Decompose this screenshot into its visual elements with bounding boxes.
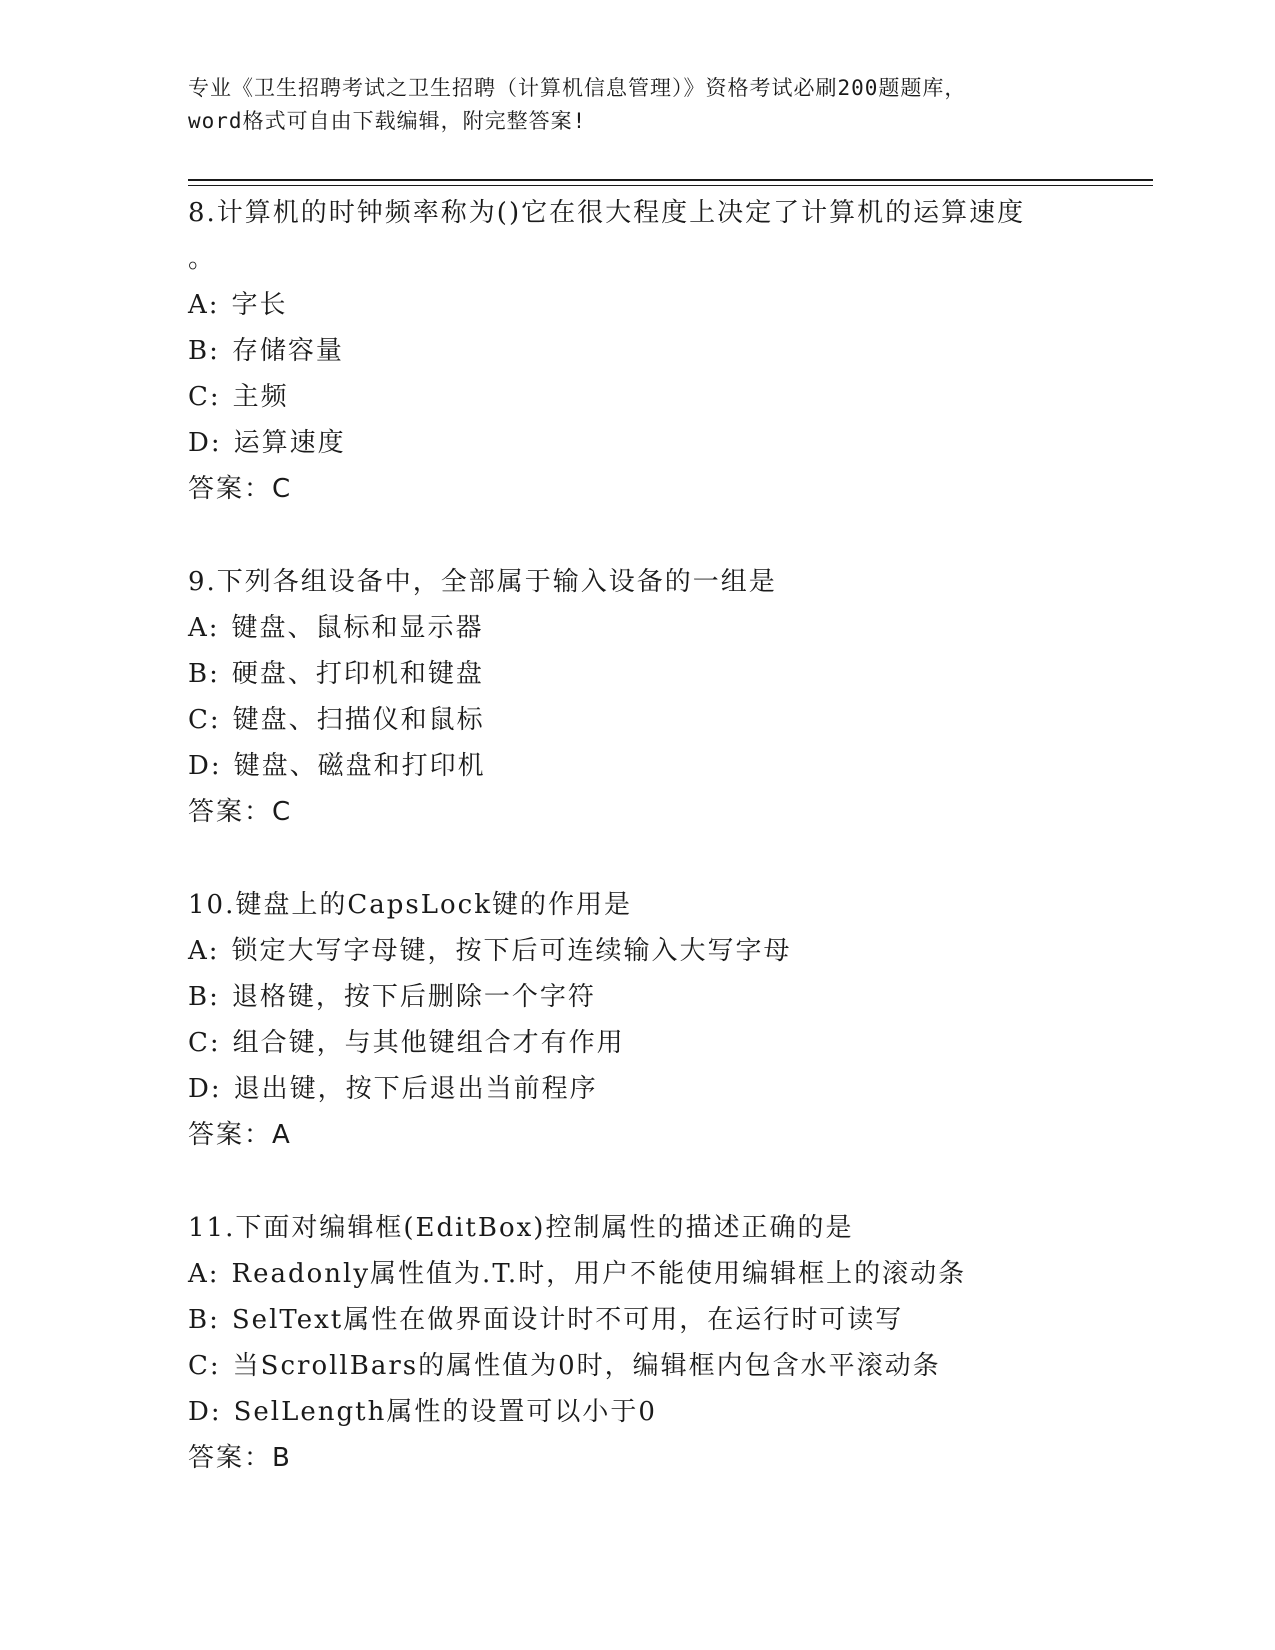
question-8 [188, 190, 1088, 512]
option-key: B: [188, 1305, 220, 1335]
option-key: A: [188, 290, 220, 320]
option-d [188, 743, 1088, 789]
option-d [188, 1066, 1088, 1112]
answer-value: C [272, 797, 293, 827]
option-text: 键盘、鼠标和显示器 [231, 613, 484, 643]
option-text: 主频 [232, 382, 289, 412]
option-text: 退格键，按下后删除一个字符 [231, 982, 596, 1012]
option-key: B: [188, 659, 220, 689]
option-key: D: [188, 1397, 222, 1427]
header-divider-thin [188, 185, 1153, 186]
option-b [188, 974, 1088, 1020]
option-key: A: [188, 613, 220, 643]
question-11 [188, 1205, 1088, 1481]
option-text: 锁定大写字母键，按下后可连续输入大写字母 [231, 936, 792, 966]
option-text: 当ScrollBars的属性值为0时，编辑框内包含水平滚动条 [232, 1351, 941, 1381]
question-stem [188, 882, 1088, 928]
document-header [188, 72, 1088, 138]
question-stem-text: 8.计算机的时钟频率称为()它在很大程度上决定了计算机的运算速度 [188, 198, 1026, 228]
answer-line [188, 1112, 1088, 1158]
option-text: SelText属性在做界面设计时不可用，在运行时可读写 [231, 1305, 904, 1335]
option-text: SelLength属性的设置可以小于0 [233, 1397, 657, 1427]
option-key: C: [188, 382, 221, 412]
answer-value: C [272, 474, 293, 504]
option-b [188, 328, 1088, 374]
option-text: 键盘、扫描仪和鼠标 [232, 705, 485, 735]
option-text: 字长 [231, 290, 288, 320]
question-list [188, 190, 1088, 1528]
option-c [188, 1343, 1088, 1389]
answer-value: B [272, 1443, 292, 1473]
option-key: C: [188, 1028, 221, 1058]
option-key: B: [188, 982, 220, 1012]
option-key: A: [188, 936, 220, 966]
option-key: B: [188, 336, 220, 366]
answer-label: 答案： [188, 797, 273, 827]
option-c [188, 1020, 1088, 1066]
option-text: 退出键，按下后退出当前程序 [233, 1074, 598, 1104]
option-text: 组合键，与其他键组合才有作用 [232, 1028, 625, 1058]
option-text: 键盘、磁盘和打印机 [233, 751, 486, 781]
option-text: 存储容量 [231, 336, 344, 366]
option-b [188, 651, 1088, 697]
answer-line [188, 789, 1088, 835]
question-9 [188, 559, 1088, 835]
option-d [188, 1389, 1088, 1435]
question-stem [188, 559, 1088, 605]
question-10 [188, 882, 1088, 1158]
option-b [188, 1297, 1088, 1343]
option-key: C: [188, 1351, 221, 1381]
answer-label: 答案： [188, 474, 273, 504]
option-key: A: [188, 1259, 220, 1289]
question-stem-text: 9.下列各组设备中，全部属于输入设备的一组是 [188, 567, 777, 597]
option-text: 运算速度 [233, 428, 346, 458]
option-key: D: [188, 751, 222, 781]
header-line-1: 专业《卫生招聘考试之卫生招聘（计算机信息管理）》资格考试必刷200题题库， [188, 76, 967, 100]
answer-value: A [272, 1120, 292, 1150]
question-stem-text: 11.下面对编辑框(EditBox)控制属性的描述正确的是 [188, 1213, 854, 1243]
answer-line [188, 1435, 1088, 1481]
option-c [188, 374, 1088, 420]
option-a [188, 928, 1088, 974]
option-key: D: [188, 1074, 222, 1104]
answer-line [188, 466, 1088, 512]
question-stem [188, 1205, 1088, 1251]
header-divider-thick [188, 179, 1153, 181]
option-key: C: [188, 705, 221, 735]
answer-label: 答案： [188, 1120, 273, 1150]
option-a [188, 1251, 1088, 1297]
question-stem [188, 190, 1088, 282]
option-key: D: [188, 428, 222, 458]
question-stem-continuation: 。 [188, 244, 217, 274]
header-line-2: word格式可自由下载编辑，附完整答案! [188, 109, 587, 133]
option-a [188, 282, 1088, 328]
option-a [188, 605, 1088, 651]
answer-label: 答案： [188, 1443, 273, 1473]
option-c [188, 697, 1088, 743]
option-text: Readonly属性值为.T.时，用户不能使用编辑框上的滚动条 [231, 1259, 967, 1289]
option-text: 硬盘、打印机和键盘 [231, 659, 484, 689]
option-d [188, 420, 1088, 466]
question-stem-text: 10.键盘上的CapsLock键的作用是 [188, 890, 632, 920]
